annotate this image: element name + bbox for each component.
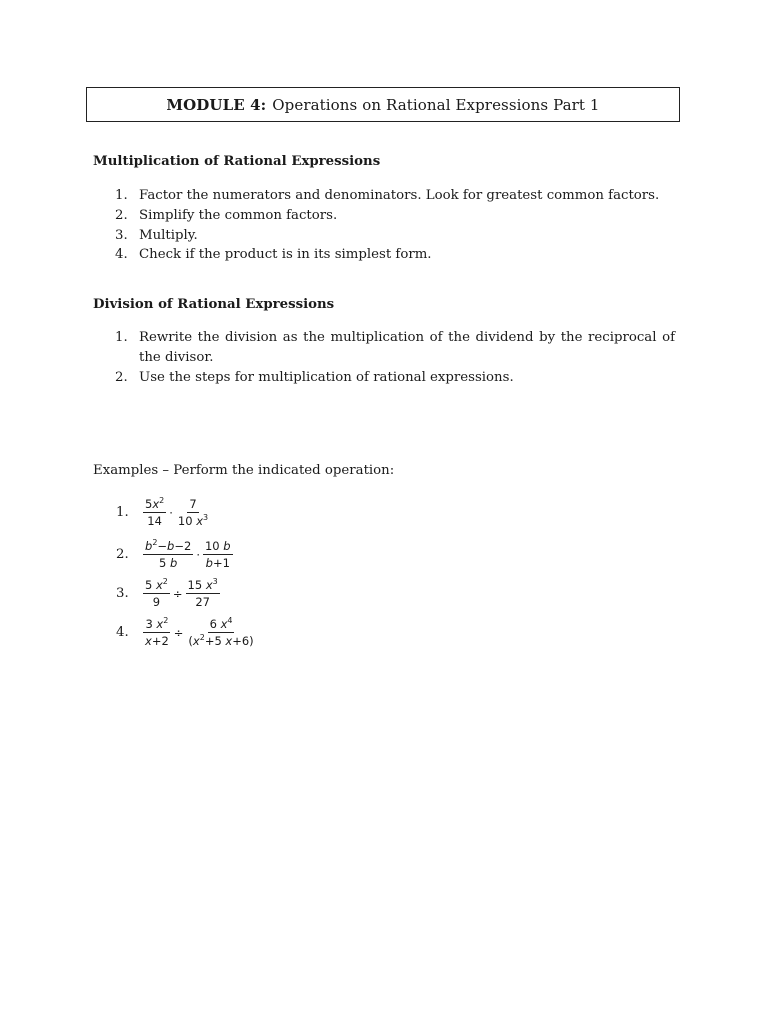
module-title: Operations on Rational Expressions Part 1 <box>272 95 600 114</box>
list-item: 2. Simplify the common factors. <box>115 207 338 223</box>
math-expression: $\frac{5 x^2}{9}$ ÷ $\frac{15 x^3}{27}$ <box>145 577 218 609</box>
example-1: 1. $\frac{5x^2}{14}$ · $\frac{7}{10 x^3}$ <box>116 497 211 528</box>
list-item: 1. Rewrite the division as the multiplication of the dividend by the reciprocal of the divisor. <box>115 330 675 365</box>
list-item: 3. Multiply. <box>115 227 198 243</box>
math-expression: $\frac{5x^2}{14}$ · $\frac{7}{10 x^3}$ <box>145 496 209 528</box>
math-expression: $\frac{3 x^2}{x+2}$ ÷ $\frac{6 x^4}{(x^2+5 x+6)}$ <box>145 616 254 648</box>
division-heading: Division of Rational Expressions <box>93 297 335 312</box>
example-2: 2. $\frac{b^2-b-2}{5 b}$ · $\frac{10 b}{b+1}$ <box>116 539 234 570</box>
multiplication-heading: Multiplication of Rational Expressions <box>93 154 381 169</box>
example-4: 4. $\frac{3 x^2}{x+2}$ ÷ $\frac{6 x^4}{(x^2+5 x+6)}$ <box>116 617 257 648</box>
list-item: 1. Factor the numerators and denominators. Look for greatest common factors. <box>115 188 660 203</box>
list-item: 2. Use the steps for multiplication of rational expressions. <box>115 369 514 385</box>
examples-intro: Examples – Perform the indicated operation: <box>93 463 395 478</box>
example-3: 3. $\frac{5 x^2}{9}$ ÷ $\frac{15 x^3}{27}$ <box>116 578 221 609</box>
module-title-box <box>86 87 680 122</box>
list-item: 4. Check if the product is in its simplest form. <box>115 247 432 263</box>
division-steps <box>115 328 675 387</box>
multiplication-steps <box>115 186 675 265</box>
math-expression: $\frac{b^2-b-2}{5 b}$ · $\frac{10 b}{b+1}$ <box>145 538 231 570</box>
module-number: MODULE 4: <box>166 95 267 114</box>
